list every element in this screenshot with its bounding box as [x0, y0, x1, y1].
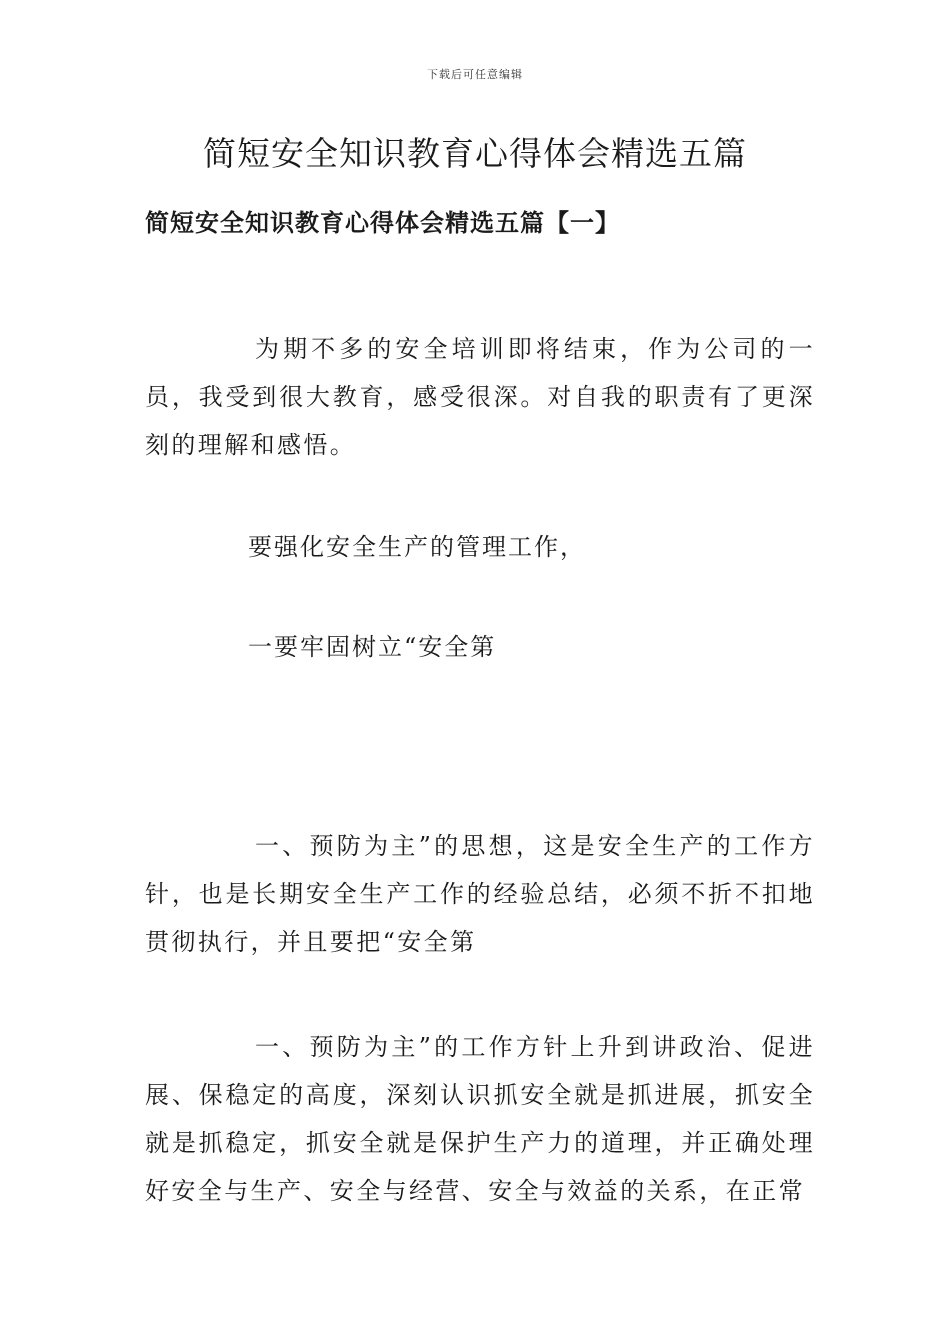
paragraph: 要强化安全生产的管理工作， — [248, 533, 586, 561]
paragraph: 一、预防为主”的工作方针上升到讲政治、促进展、保稳定的高度，深刻认识抓安全就是抓进展，抓安全就是抓稳定，抓安全就是保护生产力的道理，并正确处理好安全与生产、安全与经营、安全与效益的关系，在正常 — [145, 1033, 815, 1205]
paragraph: 一要牢固树立“安全第 — [248, 633, 497, 661]
paragraph: 为期不多的安全培训即将结束，作为公司的一员，我受到很大教育，感受很深。对自我的职责有了更深刻的理解和感悟。 — [145, 335, 815, 459]
document-title: 简短安全知识教育心得体会精选五篇 — [203, 134, 747, 173]
header-note: 下载后可任意编辑 — [427, 68, 523, 81]
section-heading: 简短安全知识教育心得体会精选五篇【一】 — [145, 208, 620, 237]
paragraph: 一、预防为主”的思想，这是安全生产的工作方针，也是长期安全生产工作的经验总结，必须不折不扣地贯彻执行，并且要把“安全第 — [145, 832, 815, 956]
